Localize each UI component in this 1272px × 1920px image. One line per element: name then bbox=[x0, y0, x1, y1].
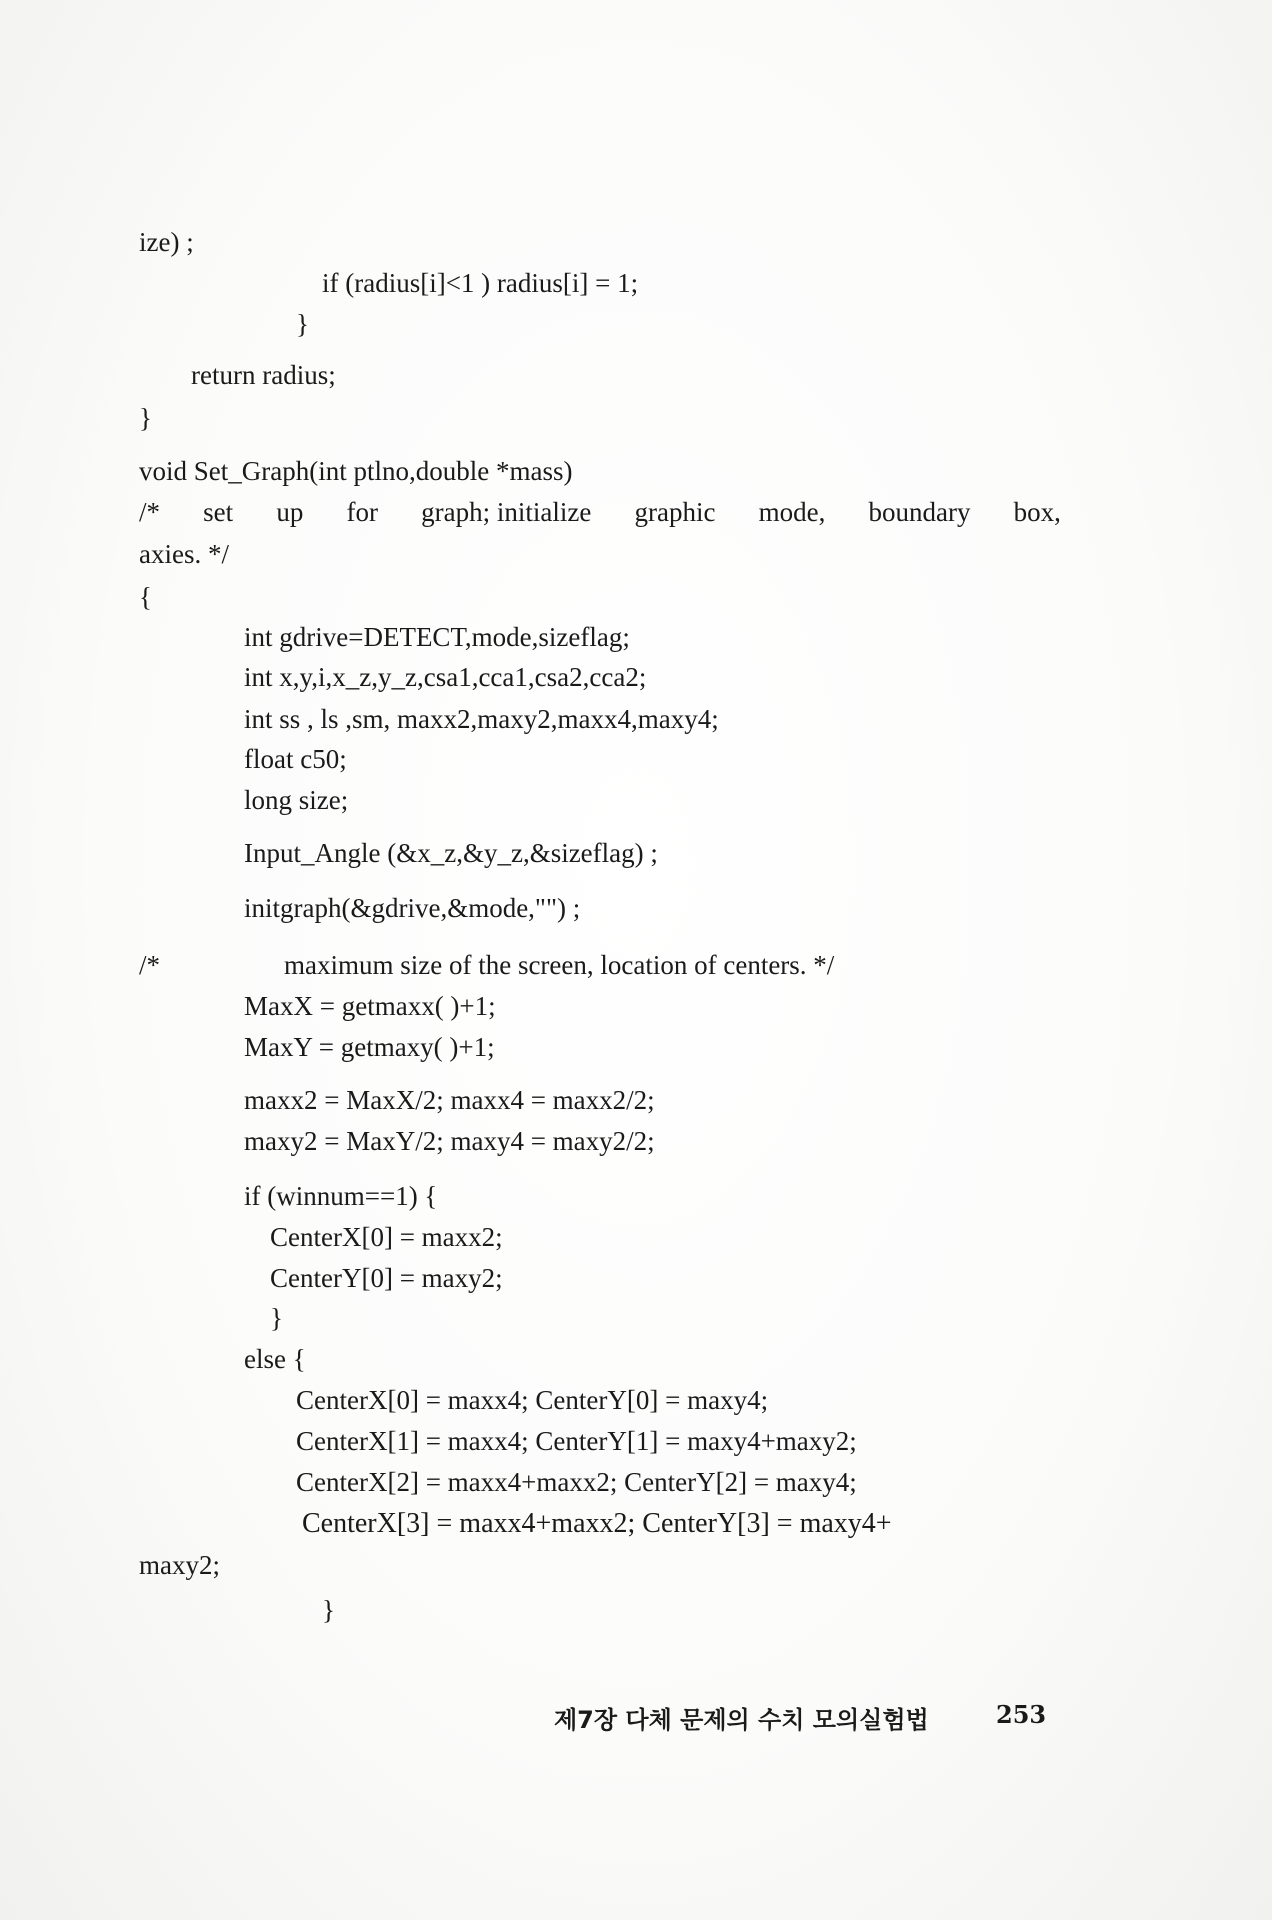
code-line: return radius; bbox=[191, 360, 336, 390]
running-footer-chapter: 제7장 다체 문제의 수치 모의실험법 bbox=[554, 1706, 929, 1734]
code-line: void Set_Graph(int ptlno,double *mass) bbox=[139, 456, 573, 486]
code-line: } bbox=[139, 403, 152, 433]
code-line: ize) ; bbox=[139, 227, 194, 257]
code-line: } bbox=[296, 309, 309, 339]
page-number: 253 bbox=[996, 1700, 1047, 1729]
code-line: { bbox=[139, 582, 152, 612]
code-line: maxy2 = MaxY/2; maxy4 = maxy2/2; bbox=[244, 1126, 655, 1156]
code-line: CenterX[2] = maxx4+maxx2; CenterY[2] = maxy4; bbox=[296, 1467, 857, 1497]
code-line: CenterX[0] = maxx2; bbox=[270, 1222, 503, 1252]
comment-word: boundary bbox=[868, 497, 971, 527]
code-line: MaxX = getmaxx( )+1; bbox=[244, 991, 496, 1021]
code-line: } bbox=[322, 1595, 335, 1625]
code-line: maxx2 = MaxX/2; maxx4 = maxx2/2; bbox=[244, 1085, 655, 1115]
comment-word: up bbox=[276, 497, 304, 527]
comment-word: for bbox=[346, 497, 378, 527]
comment-word: graph; initialize bbox=[421, 497, 592, 527]
comment-open: /* bbox=[139, 950, 161, 980]
code-line: CenterX[0] = maxx4; CenterY[0] = maxy4; bbox=[296, 1385, 769, 1415]
code-line: long size; bbox=[244, 785, 349, 815]
comment-word: mode, bbox=[758, 497, 826, 527]
comment-text: maximum size of the screen, location of centers. */ bbox=[284, 950, 835, 980]
code-line: if (winnum==1) { bbox=[244, 1181, 438, 1211]
code-line: int x,y,i,x_z,y_z,csa1,cca1,csa2,cca2; bbox=[244, 662, 647, 692]
code-line: if (radius[i]<1 ) radius[i] = 1; bbox=[322, 268, 639, 298]
code-line: float c50; bbox=[244, 744, 347, 774]
comment-word: box, bbox=[1013, 497, 1061, 527]
code-line: MaxY = getmaxy( )+1; bbox=[244, 1032, 495, 1062]
code-line: axies. */ bbox=[139, 539, 229, 569]
code-line: Input_Angle (&x_z,&y_z,&sizeflag) ; bbox=[244, 838, 658, 868]
comment-word: graphic bbox=[634, 497, 716, 527]
code-line: CenterY[0] = maxy2; bbox=[270, 1263, 503, 1293]
code-line: int ss , ls ,sm, maxx2,maxy2,maxx4,maxy4; bbox=[244, 704, 719, 734]
code-line: int gdrive=DETECT,mode,sizeflag; bbox=[244, 622, 630, 652]
comment-word: set bbox=[203, 497, 234, 527]
comment-line bbox=[139, 499, 1061, 526]
code-line: } bbox=[270, 1303, 283, 1333]
code-line: CenterX[3] = maxx4+maxx2; CenterY[3] = maxy4+ bbox=[302, 1508, 892, 1539]
code-line: else { bbox=[244, 1344, 306, 1374]
code-line: CenterX[1] = maxx4; CenterY[1] = maxy4+maxy2; bbox=[296, 1426, 857, 1456]
code-line: initgraph(&gdrive,&mode,"") ; bbox=[244, 893, 581, 923]
code-line: maxy2; bbox=[139, 1550, 220, 1580]
comment-word: /* bbox=[139, 497, 161, 527]
